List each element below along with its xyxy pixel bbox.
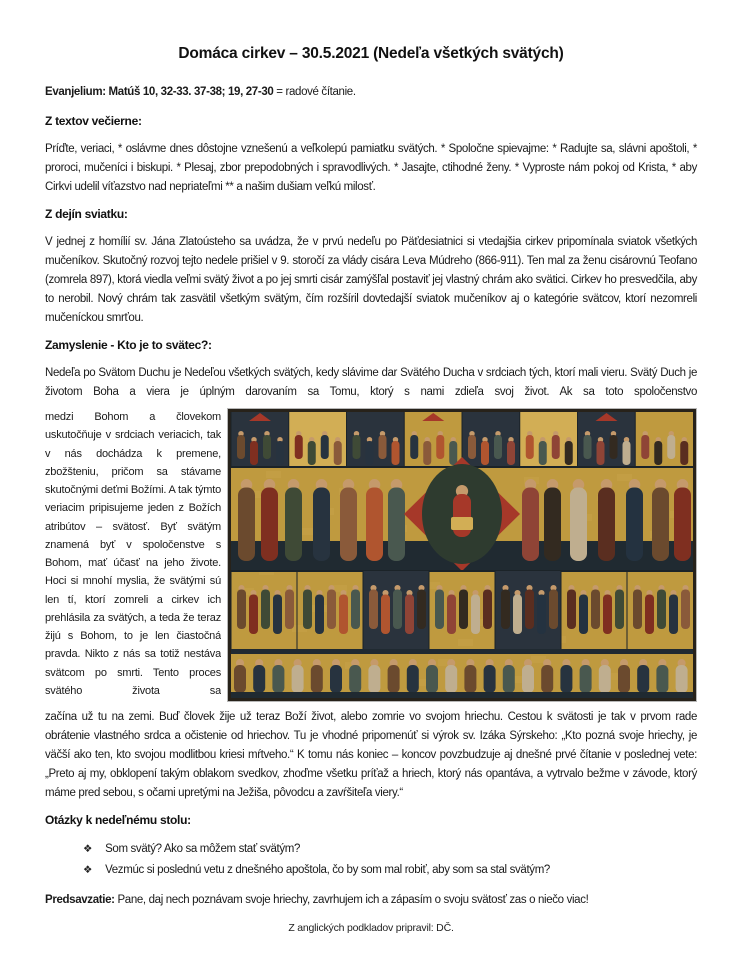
text-image-band [45,408,697,702]
question-text: Vezmúc si poslednú vetu z dnešného apoštola, čo by som mal robiť, aby som sa stal svätým? [105,864,550,876]
question-text: Som svätý? Ako sa môžem stať svätým? [105,843,301,855]
heading-table-questions: Otázky k nedeľnému stolu: [45,813,191,827]
resolution-text: Pane, daj nech poznávam svoje hriechy, zavrhujem ich a zápasím o svoju svätosť zas o niečo viac! [117,894,589,906]
all-saints-icon-image [227,408,697,702]
list-item [83,839,697,860]
resolution-line [45,893,697,908]
footer-credit: Z anglických podkladov pripravil: DČ. [288,922,454,934]
heading-reflection: Zamyslenie - Kto je to svätec?: [45,338,212,352]
paragraph-feast-history: V jednej z homílií sv. Jána Zlatoústeho sa uvádza, že v prvú nedeľu po Päťdesiatnici si vtedajšia cirkev pripomínala sviatok všetkých mučeníkov. Skutočný rozvoj tejto nedele prišiel v 9. storočí za vlády cisára Leva Múdreho (866-911). Ten mal za ženu cisárovnú Teofano (zomrela 897), ktorá viedla veľmi svätý život a po jej smrti cisár zamýšľal postaviť jej vlastný chrám ako svätici. Cirkev ho presvedčila, aby to nerobil. Nový chrám tak zasvätil všetkým svätým, čím rozšíril dovtedajší sviatok mučeníkov aj o kategórie svätcov, ktorí nezomreli mučeníckou smrťou. [45,236,697,324]
gospel-reference-bold: Evanjelium: Matúš 10, 32-33. 37-38; 19, 27-30 [45,86,274,98]
paragraph-reflection-continuation: začína už tu na zemi. Buď človek žije už teraz Boží život, alebo zomrie vo svojom hriechu. Cestou k svätosti je tak v prvom rade obrátenie vlastného srdca a očistenie od hriechov. Tu je vhodné pripomenúť si výrok sv. Izáka Sýrskeho: „Kto pozná svoje hriechy, je väčší ako ten, kto svojou modlitbou kriesi mŕtveho.“ K tomu nás koniec – koncov povzbudzuje aj dnešné prvé čítanie v poslednej vete: „Preto aj my, obklopení takým oblakom svedkov, zhoďme všetku príťaž a hriech, ktorý nás opantáva, a vytrvalo bežme v závode, ktorý máme pred sebou, s očami upretými na Ježiša, pôvodcu a zavŕšiteľa viery.“ [45,711,697,799]
gospel-reference-line [45,85,697,100]
gospel-reference-rest: = radové čítanie. [276,86,356,98]
all-saints-icon-svg [228,409,696,701]
resolution-label: Predsavzatie: [45,894,115,906]
paragraph-reflection-intro: Nedeľa po Svätom Duchu je Nedeľou všetkých svätých, kedy slávime dar Svätého Ducha v srdciach tých, ktorí mali vieru. Svätý Duch je životom Boha a viera je úplným darovaním sa Tomu, ktorý s nami zdieľa svoj život. Ak sa toto spoločenstvo [45,367,697,398]
heading-feast-history: Z dejín sviatku: [45,207,128,221]
diamond-bullet-icon: ❖ [83,864,93,876]
heading-vespers-texts: Z textov večierne: [45,114,142,128]
questions-list [45,839,697,881]
diamond-bullet-icon: ❖ [83,843,93,855]
list-item [83,860,697,881]
page-title: Domáca cirkev – 30.5.2021 (Nedeľa všetkých svätých) [178,45,564,62]
paragraph-reflection-column: medzi Bohom a človekom uskutočňuje v srdciach veriacich, tak v nás dochádza k premene, zbožšteniu, pričom sa stávame skutočnými deťmi Božími. A tak týmto veriacim pripisujeme jeden z Božích atribútov – svätosť. Byť svätým znamená byť v spoločenstve s Bohom, mať účasť na jeho živote. Hoci si mnohí myslia, že svätými sú len tí, ktorí zomreli a cirkev ich prehlásila za svätých, a teda že teraz žijú s Bohom, to je len čiastočná pravda. Nikto z nás sa totiž nestáva svätcom po smrti. Tento proces svätého života sa [45,411,221,697]
paragraph-vespers: Príďte, veriaci, * oslávme dnes dôstojne vznešenú a veľkolepú pamiatku svätých. * Spoločne spievajme: * Radujte sa, slávni apoštoli, * proroci, mučeníci i biskupi. * Plesaj, zbor prepodobných i spravodlivých. * Jasajte, ctihodné ženy. * Vyproste nám pokoj od Krista, * aby Cirkvi udelil víťazstvo nad nepriateľmi ** a našim dušiam veľkú milosť. [45,143,697,193]
